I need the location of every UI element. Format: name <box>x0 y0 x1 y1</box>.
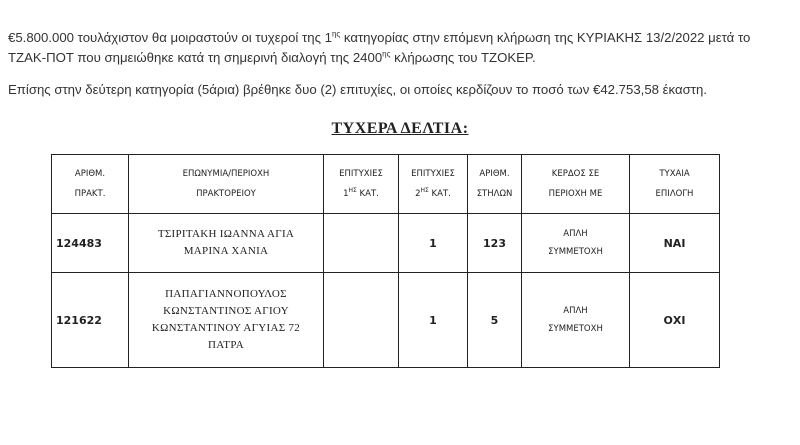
columns-count: 123 <box>468 214 522 273</box>
next-draw-date: ΚΥΡΙΑΚΗΣ 13/2/2022 <box>576 30 705 45</box>
wins-category-2: 1 <box>399 273 468 368</box>
columns-count: 5 <box>468 273 522 368</box>
draw-number: 2400 <box>352 50 383 65</box>
prize-region: ΑΠΛΗ ΣΥΜΜΕΤΟΧΗ <box>522 273 630 368</box>
intro-line-1: €5.800.000 τουλάχιστον θα μοιραστούν οι τυχεροί της $1^{\eta\varsigma}$ κατηγορίας στην επόμενη κλήρωση της ΚΥΡΙΑΚΗΣ 13/2/2022 μετά το <box>8 29 751 45</box>
second-category-paragraph: Επίσης στην δεύτερη κατηγορία (5άρια) βρέθηκε δυο (2) επιτυχίες, οι οποίες κερδίζουν το ποσό των €42.753,58 έκαστη. <box>8 82 707 97</box>
header-prize-region: ΚΕΡΔΟΣ ΣΕ ΠΕΡΙΟΧΗ ΜΕ <box>522 155 630 214</box>
prize-amount: €42.753,58 <box>592 82 659 97</box>
random-choice: ΝΑΙ <box>630 214 720 273</box>
wins-category-2: 1 <box>399 214 468 273</box>
header-columns-count: ΑΡΙΘΜ. ΣΤΗΛΩΝ <box>468 155 522 214</box>
agency-name: ΠΑΠΑΓΙΑΝΝΟΠΟΥΛΟΣ ΚΩΝΣΤΑΝΤΙΝΟΣ ΑΓΙΟΥ ΚΩΝΣΤΑΝΤΙΝΟΥ ΑΓΥΙΑΣ 72 ΠΑΤΡΑ <box>129 273 324 368</box>
table-header-row <box>52 155 720 214</box>
header-wins-category-1: ΕΠΙΤΥΧΙΕΣ $1^{H\Sigma}$ ΚΑΤ. <box>324 155 399 214</box>
prize-region: ΑΠΛΗ ΣΥΜΜΕΤΟΧΗ <box>522 214 630 273</box>
lucky-tickets-heading: ΤΥΧΕΡΑ ΔΕΛΤΙΑ: <box>331 120 469 137</box>
agency-code: 124483 <box>52 214 129 273</box>
jackpot-amount: €5.800.000 <box>8 30 75 45</box>
agency-code: 121622 <box>52 273 129 368</box>
wins-category-1 <box>324 273 399 368</box>
header-wins-category-2: ΕΠΙΤΥΧΙΕΣ $2^{H\Sigma}$ ΚΑΤ. <box>399 155 468 214</box>
header-agency-name: ΕΠΩΝΥΜΙΑ/ΠΕΡΙΟΧΗ ΠΡΑΚΤΟΡΕΙΟΥ <box>129 155 324 214</box>
random-choice: ΟΧΙ <box>630 273 720 368</box>
intro-line-2: ΤΖΑΚ-ΠΟΤ που σημειώθηκε κατά τη σημερινή διαλογή της $2400^{\eta\varsigma}$ κλήρωσης του ΤΖΟΚΕΡ. <box>8 49 536 65</box>
table-row <box>52 214 720 273</box>
wins-category-1 <box>324 214 399 273</box>
winners-table <box>51 154 720 368</box>
table-row <box>52 273 720 368</box>
header-random-choice: ΤΥΧΑΙΑ ΕΠΙΛΟΓΗ <box>630 155 720 214</box>
header-agency-number: ΑΡΙΘΜ. ΠΡΑΚΤ. <box>52 155 129 214</box>
agency-name: ΤΣΙΡΙΤΑΚΗ ΙΩΑΝΝΑ ΑΓΙΑ ΜΑΡΙΝΑ ΧΑΝΙΑ <box>129 214 324 273</box>
